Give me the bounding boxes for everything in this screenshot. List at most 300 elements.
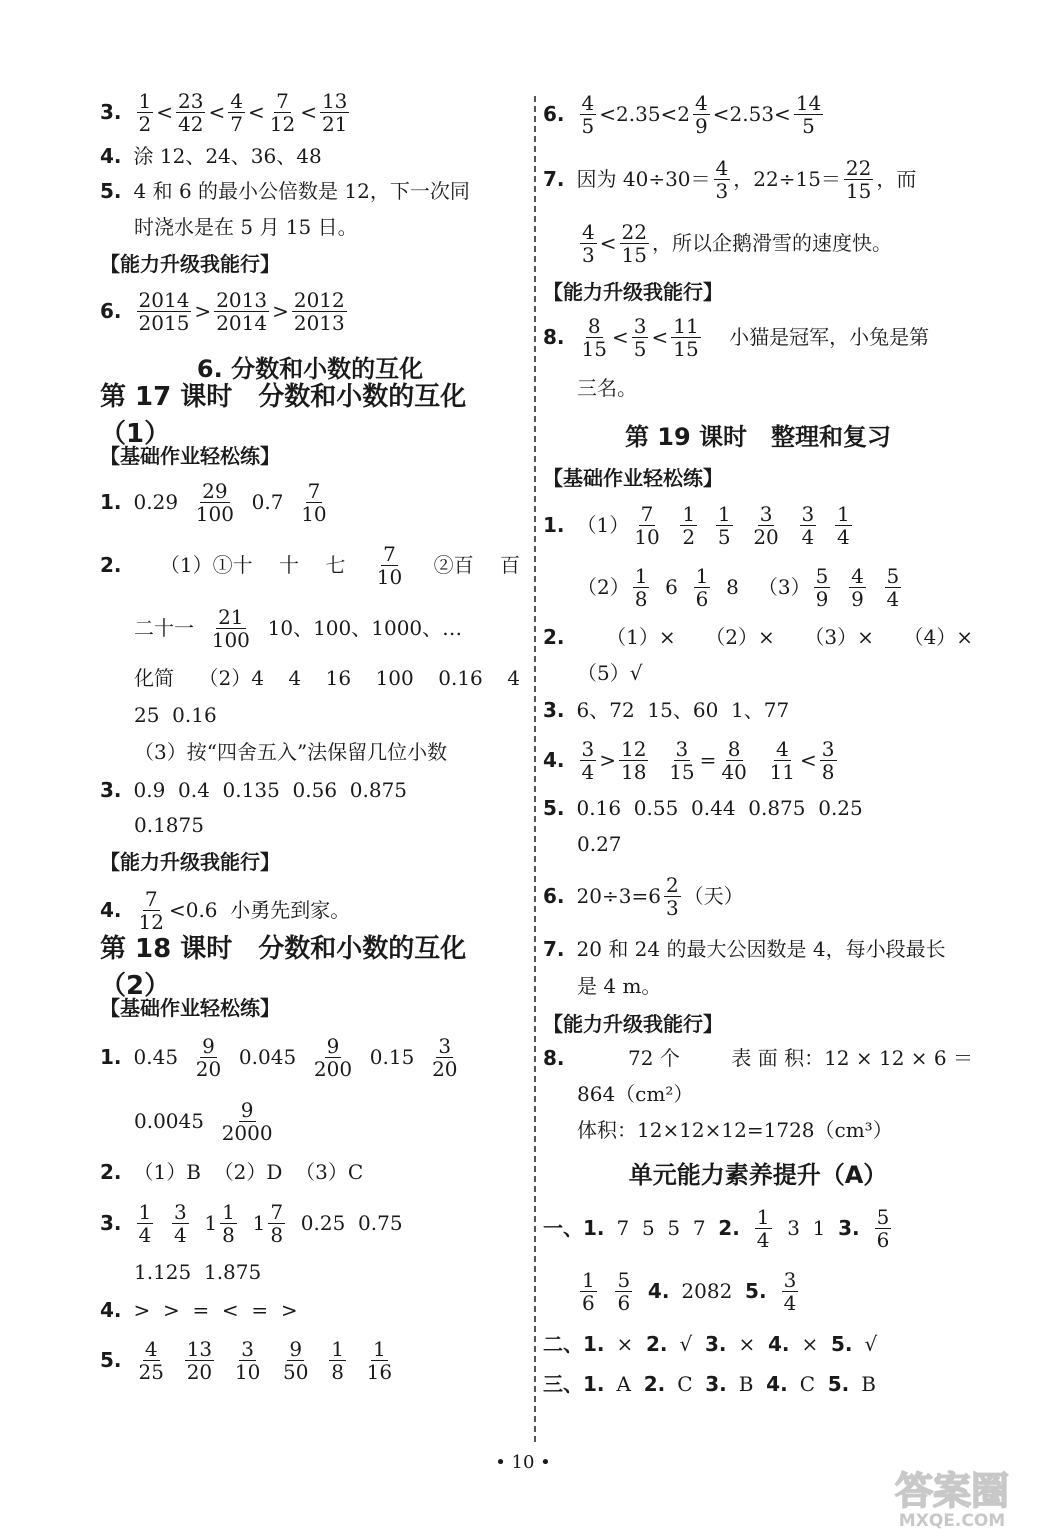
answer-text: 因为 40÷30＝ [576, 166, 711, 191]
answer-text: 4 [288, 665, 302, 690]
question-number: 1. [543, 512, 565, 537]
fraction [768, 738, 797, 783]
answer-line [100, 140, 520, 172]
answer-text: A [616, 1371, 644, 1396]
answer-text: × [738, 1331, 768, 1356]
fraction-denominator: 20 [195, 1056, 222, 1081]
fraction-denominator: 10 [301, 501, 327, 526]
answer-line [100, 1290, 520, 1330]
answer-text [869, 574, 882, 601]
fraction-denominator: 15 [621, 242, 647, 267]
fraction-numerator: 3 [241, 1336, 254, 1361]
fraction-numerator: 4 [775, 736, 789, 761]
fraction-denominator: 10 [634, 524, 660, 549]
fraction [619, 738, 648, 783]
fraction [667, 738, 696, 783]
answer-line [543, 656, 973, 690]
answer-text: √ [679, 1331, 705, 1356]
answer-line [100, 1254, 520, 1290]
fraction [312, 1035, 354, 1080]
fraction-numerator: 22 [621, 219, 647, 244]
answer-text: （2）4 [198, 665, 264, 690]
fraction-numerator: 4 [581, 90, 595, 115]
question-number: 3. [100, 1210, 122, 1235]
fraction [375, 543, 404, 588]
question-number: 3. [543, 697, 565, 722]
question-number: 6. [100, 298, 122, 323]
answer-line [543, 1040, 973, 1076]
fraction-denominator: 42 [178, 111, 204, 136]
answer-text: > [272, 298, 289, 323]
answer-line [100, 658, 520, 698]
section-heading: 第 19 课时 整理和复习 [624, 422, 892, 451]
answer-text: （天） [683, 883, 744, 908]
fraction-numerator: 22 [845, 155, 872, 180]
answer-text: < [599, 230, 617, 255]
answer-text: 七 [325, 552, 346, 577]
fraction [137, 90, 154, 135]
fraction-numerator: 29 [202, 478, 228, 503]
answer-text: > > = < = > [133, 1297, 298, 1322]
fraction-denominator: 8 [222, 1222, 235, 1247]
question-number: 4. [766, 1371, 788, 1396]
fraction [849, 565, 866, 610]
fraction-denominator: 9 [815, 586, 829, 611]
answer-text: < [208, 99, 226, 124]
fraction-denominator: 8 [821, 759, 835, 784]
section-tag: 【能力升级我能行】 [100, 251, 280, 276]
answer-text: 百 [499, 552, 520, 577]
fraction-numerator: 9 [326, 1033, 340, 1058]
question-number: 三、1. [543, 1371, 605, 1396]
answer-text: <2.35<2 [599, 101, 691, 126]
fraction-denominator: 15 [669, 759, 695, 784]
answer-text: 0.15 [357, 1044, 428, 1069]
section-heading: 单元能力素养提升（A） [628, 1160, 888, 1189]
question-number: 7. [543, 166, 565, 191]
fraction-numerator: 1 [582, 1267, 595, 1292]
question-number: 4. [647, 1278, 670, 1303]
fraction-numerator: 1 [836, 501, 850, 526]
fraction [714, 157, 731, 202]
answer-text [313, 1347, 326, 1374]
fraction-denominator: 4 [783, 1290, 797, 1315]
question-number: 2. [718, 1215, 740, 1240]
fraction [719, 738, 748, 783]
fraction-numerator: 3 [783, 1267, 797, 1292]
fraction-denominator: 2 [138, 111, 152, 136]
fraction [137, 1338, 166, 1383]
fraction-denominator: 5 [633, 336, 647, 361]
question-number: 3. [705, 1371, 727, 1396]
fraction-denominator: 25 [138, 1359, 164, 1384]
answer-text: ，所以企鹅滑雪的速度快。 [651, 230, 892, 255]
fraction [875, 1206, 892, 1251]
fraction-numerator: 1 [756, 1204, 770, 1229]
answer-text [700, 512, 713, 539]
fraction [268, 1201, 285, 1246]
answer-text: < [247, 99, 265, 124]
fraction-numerator: 7 [383, 541, 396, 566]
question-number: 5. [543, 795, 565, 820]
fraction [320, 90, 349, 135]
question-number: 8. [543, 324, 565, 349]
question-number: 4. [100, 143, 122, 168]
fraction-denominator: 2014 [216, 310, 268, 335]
answer-text: < [156, 99, 174, 124]
fraction-numerator: 12 [621, 736, 647, 761]
fraction-denominator: 50 [283, 1359, 309, 1384]
answer-line [543, 862, 973, 930]
fraction [716, 503, 733, 548]
fraction [694, 565, 711, 610]
fraction [844, 157, 873, 202]
fraction [220, 1201, 237, 1246]
answer-text: = [699, 747, 717, 772]
question-number: 4. [543, 747, 565, 772]
answer-text: 0.9 0.4 0.135 0.56 0.875 [133, 777, 408, 802]
answer-text: 0.16 0.55 0.44 0.875 0.25 [576, 795, 863, 820]
fraction-numerator: 3 [821, 736, 835, 761]
fraction-numerator: 2012 [293, 287, 345, 312]
fraction [233, 1338, 262, 1383]
fraction-numerator: 8 [587, 313, 601, 338]
fraction [615, 1269, 632, 1314]
fraction-numerator: 7 [307, 478, 321, 503]
fraction-denominator: 15 [581, 336, 607, 361]
fraction [185, 1338, 214, 1383]
fraction-numerator: 4 [851, 563, 864, 588]
right-answer-column [543, 84, 973, 1402]
fraction-denominator: 6 [695, 586, 709, 611]
fraction [800, 503, 817, 548]
fraction-numerator: 9 [202, 1033, 215, 1058]
answer-text: C [677, 1371, 706, 1396]
answer-text: 0.045 [226, 1044, 309, 1069]
answer-text: < [300, 99, 317, 124]
question-number: 4. [100, 897, 122, 922]
fraction-denominator: 100 [211, 627, 250, 652]
fraction [176, 90, 205, 135]
answer-text: < [611, 324, 629, 349]
question-number: 3. [100, 777, 122, 802]
fraction-numerator: 7 [270, 1199, 284, 1224]
question-number: 二、1. [543, 1331, 605, 1356]
answer-text: 1 [191, 1210, 218, 1235]
answer-text: 20 和 24 的最大公因数是 4，每小段最长 [576, 936, 946, 961]
fraction-numerator: 5 [815, 563, 829, 588]
fraction-denominator: 11 [769, 759, 796, 784]
answer-text: 3 1 [774, 1215, 839, 1240]
answer-text [265, 1347, 278, 1374]
fraction [671, 315, 700, 360]
fraction-numerator: 4 [144, 1336, 158, 1361]
fraction [220, 1099, 275, 1144]
fraction-denominator: 4 [756, 1227, 770, 1252]
answer-text: 1.125 1.875 [134, 1259, 262, 1284]
fraction [580, 221, 597, 266]
answer-line [100, 472, 520, 532]
fraction [137, 1201, 154, 1246]
answer-line [100, 1192, 520, 1254]
fraction-denominator: 4 [173, 1222, 187, 1247]
fraction-denominator: 18 [621, 759, 647, 784]
answer-line [543, 1260, 973, 1322]
fraction-denominator: 2 [682, 524, 696, 549]
fraction [580, 315, 609, 360]
question-number: 5. [827, 1371, 850, 1396]
answer-line [543, 826, 973, 862]
fraction-numerator: 2014 [138, 287, 190, 312]
answer-text: 100 [375, 665, 414, 690]
fraction [814, 565, 831, 610]
question-number: 2. [643, 1371, 666, 1396]
answer-text [169, 1347, 182, 1374]
fraction [281, 1338, 310, 1383]
fraction-numerator: 13 [186, 1336, 213, 1361]
question-number: 5. [100, 178, 122, 203]
fraction-numerator: 13 [321, 88, 348, 113]
answer-text [651, 747, 664, 774]
answer-text: 是 4 m。 [577, 973, 662, 998]
answer-text: 体积：12×12×12=1728（cm³） [577, 1117, 893, 1142]
answer-text: 1 [239, 1210, 266, 1235]
answer-text [784, 512, 797, 539]
section-tag: 【基础作业轻松练】 [100, 995, 280, 1020]
fraction-denominator: 200 [313, 1056, 353, 1081]
answer-text: （1）①十 [159, 552, 253, 577]
fraction [820, 738, 837, 783]
fraction-denominator: 12 [269, 111, 296, 136]
fraction-numerator: 4 [695, 90, 708, 115]
fraction-denominator: 3 [665, 895, 679, 920]
fraction-numerator: 1 [138, 1199, 152, 1224]
answer-text: 2082 [681, 1278, 746, 1303]
question-number: 3. [838, 1215, 860, 1240]
answer-text: × [616, 1331, 646, 1356]
fraction-numerator: 23 [178, 88, 204, 113]
fraction-numerator: 3 [438, 1033, 452, 1058]
fraction-denominator: 6 [617, 1290, 631, 1315]
answer-text: 小猫是冠军，小兔是第 [703, 324, 930, 349]
answer-text [736, 512, 749, 539]
answer-text: 三名。 [577, 375, 637, 400]
fraction-numerator: 1 [717, 501, 731, 526]
fraction-denominator: 9 [695, 113, 708, 138]
question-number: 6. [543, 883, 565, 908]
watermark-logo-graphic [870, 1464, 1035, 1530]
answer-line [543, 790, 973, 826]
answer-text: 0.29 [133, 489, 191, 514]
fraction-denominator: 5 [717, 524, 731, 549]
question-number: 2. [543, 624, 565, 649]
question-number: 2. [100, 1159, 122, 1184]
fraction [580, 92, 597, 137]
answer-text [600, 1278, 613, 1305]
question-number: 1. [100, 489, 122, 514]
answer-line [100, 732, 520, 772]
fraction [633, 565, 650, 610]
fraction-numerator: 4 [715, 155, 729, 180]
fraction-denominator: 20 [432, 1056, 458, 1081]
fraction [137, 888, 166, 933]
question-number: 5. [830, 1331, 853, 1356]
fraction-denominator: 7 [230, 111, 243, 136]
fraction [137, 289, 192, 334]
answer-text: 0.27 [577, 831, 622, 856]
fraction [292, 289, 347, 334]
fraction-denominator: 10 [234, 1359, 261, 1384]
fraction-numerator: 3 [675, 736, 689, 761]
section-tag: 【基础作业轻松练】 [100, 443, 280, 468]
fraction-denominator: 2013 [293, 310, 345, 335]
fraction-numerator: 3 [759, 501, 773, 526]
answer-text: <0.6 小勇先到家。 [168, 897, 351, 922]
fraction-denominator: 2015 [138, 310, 190, 335]
fraction [365, 1338, 394, 1383]
answer-line [100, 698, 520, 732]
answer-text: 0.7 [238, 489, 297, 514]
section-heading: 第 18 课时 分数和小数的互化（2） [100, 934, 467, 1001]
question-number: 4. [100, 1297, 122, 1322]
fraction-numerator: 3 [173, 1199, 187, 1224]
answer-line [543, 1076, 973, 1112]
answer-text: > [194, 298, 212, 323]
answer-text: （5）√ [577, 660, 643, 685]
fraction-numerator: 1 [331, 1336, 344, 1361]
fraction-numerator: 5 [886, 563, 900, 588]
fraction-denominator: 20 [186, 1359, 213, 1384]
fraction [172, 1201, 189, 1246]
question-number: 一、1. [543, 1215, 605, 1240]
question-number: 5. [745, 1278, 767, 1303]
fraction-numerator: 11 [673, 313, 699, 338]
answer-text: ，22÷15＝ [733, 166, 841, 191]
answer-text: × [801, 1331, 831, 1356]
answer-text: B [861, 1371, 876, 1396]
fraction [632, 315, 649, 360]
answer-text: B [738, 1371, 767, 1396]
answer-line [100, 772, 520, 808]
answer-text: < [651, 324, 669, 349]
fraction [680, 503, 697, 548]
answer-text: 7 5 5 7 [616, 1215, 719, 1240]
answer-text: （1） [576, 512, 630, 537]
answer-text: 化简 [134, 665, 174, 690]
answer-text: 6 [652, 574, 691, 599]
fraction [664, 874, 681, 919]
fraction [194, 1035, 223, 1080]
fraction-numerator: 4 [230, 88, 243, 113]
fraction-numerator: 1 [695, 563, 709, 588]
section-heading: 6. 分数和小数的互化 [196, 354, 424, 383]
section-tag: 【能力升级我能行】 [543, 279, 723, 304]
fraction-denominator: 15 [845, 178, 872, 203]
answer-text: 16 [325, 665, 352, 690]
left-answer-column [100, 84, 520, 1390]
answer-line [100, 280, 520, 342]
fraction-denominator: 3 [582, 242, 595, 267]
answer-text: > [599, 747, 617, 772]
answer-text: （2） [577, 574, 630, 599]
answer-text: 72 个 [628, 1045, 680, 1070]
fraction-denominator: 8 [634, 586, 648, 611]
fraction-numerator: 9 [240, 1097, 254, 1122]
answer-text: 25 0.16 [134, 702, 217, 727]
fraction-numerator: 1 [138, 88, 152, 113]
fraction-denominator: 16 [366, 1359, 393, 1384]
fraction-numerator: 1 [682, 501, 696, 526]
answer-line [100, 532, 520, 598]
section-heading: 第 17 课时 分数和小数的互化（1） [100, 382, 467, 449]
watermark-logo [870, 1464, 1035, 1530]
section-tag: 【基础作业轻松练】 [543, 465, 723, 490]
fraction-denominator: 100 [195, 501, 234, 526]
question-number: 6. [543, 101, 565, 126]
fraction-denominator: 15 [673, 336, 699, 361]
fraction-denominator: 6 [876, 1227, 890, 1252]
fraction-denominator: 21 [321, 111, 348, 136]
fraction-denominator: 4 [581, 759, 595, 784]
fraction-numerator: 1 [222, 1199, 235, 1224]
fraction-denominator: 4 [886, 586, 900, 611]
question-number: 8. [543, 1045, 565, 1070]
answer-line [543, 1366, 973, 1402]
column-divider [534, 96, 536, 1442]
fraction [885, 565, 902, 610]
fraction-denominator: 6 [582, 1290, 595, 1315]
fraction [299, 480, 328, 525]
fraction-numerator: 4 [582, 219, 595, 244]
fraction-numerator: 2013 [216, 287, 268, 312]
fraction-denominator: 4 [801, 524, 815, 549]
answer-text: 十 [279, 552, 299, 577]
fraction-denominator: 20 [753, 524, 779, 549]
fraction [755, 1206, 772, 1251]
fraction [835, 503, 852, 548]
answer-text: 8 （3） [713, 574, 811, 599]
answer-line [543, 690, 973, 730]
answer-text [217, 1347, 230, 1374]
answer-line [100, 210, 520, 244]
answer-text: 时浇水是在 5 月 15 日。 [134, 214, 358, 239]
fraction [329, 1338, 346, 1383]
fraction-numerator: 9 [289, 1336, 303, 1361]
answer-text: C [799, 1371, 828, 1396]
fraction [228, 90, 245, 135]
answer-line [100, 808, 520, 842]
answer-line [100, 1330, 520, 1390]
answer-line [100, 1024, 520, 1090]
answer-line [543, 144, 973, 214]
answer-text: 4 [507, 665, 520, 690]
fraction-denominator: 9 [851, 586, 864, 611]
question-number: 3. [704, 1331, 727, 1356]
answer-line [543, 968, 973, 1004]
fraction [794, 92, 823, 137]
answer-text [156, 1210, 169, 1237]
fraction-numerator: 7 [144, 886, 158, 911]
fraction-denominator: 8 [270, 1222, 284, 1247]
answer-text: 10、100、1000、… [254, 615, 463, 640]
fraction-numerator: 1 [634, 563, 648, 588]
answer-line [543, 214, 973, 272]
question-number: 2. [100, 552, 122, 577]
question-number: 4. [767, 1331, 790, 1356]
watermark-sub-text: MXQE.COM [898, 1511, 1006, 1530]
fraction-denominator: 3 [715, 178, 729, 203]
answer-line [100, 1090, 520, 1152]
